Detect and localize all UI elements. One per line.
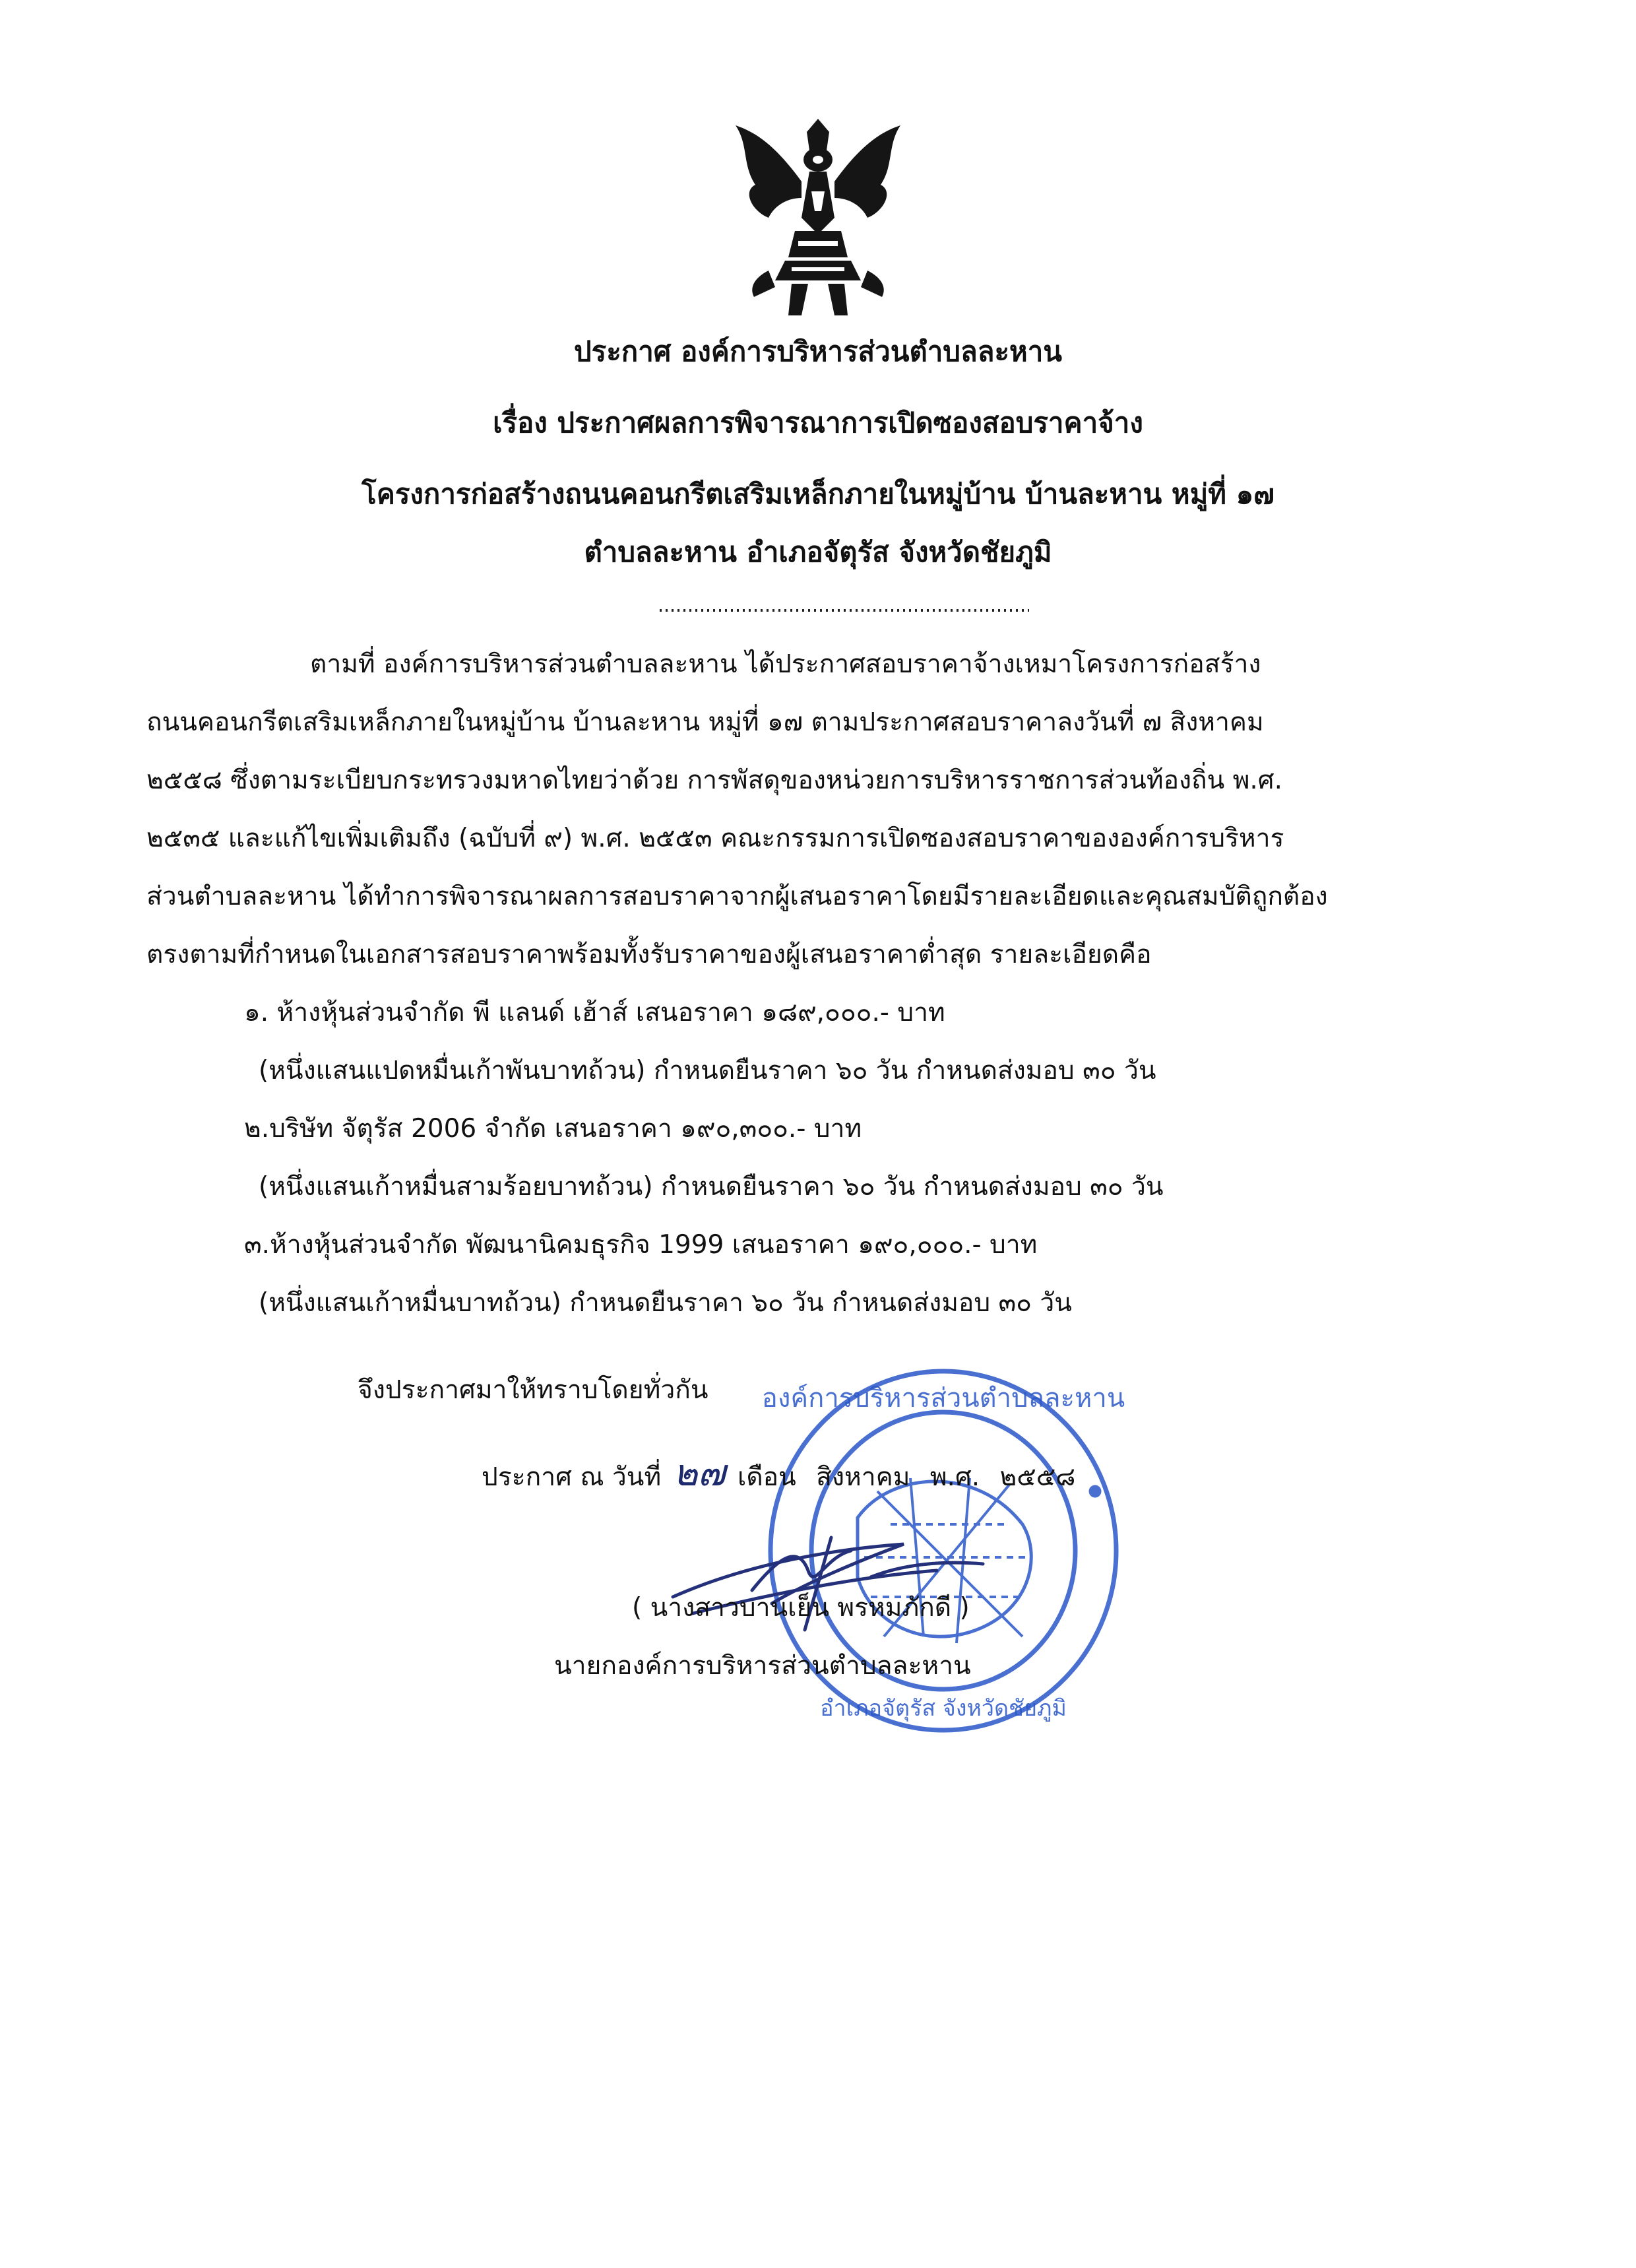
date-month: สิงหาคม bbox=[816, 1462, 910, 1492]
garuda-emblem-icon bbox=[729, 119, 907, 317]
bidder-1-detail: (หนึ่งแสนแปดหมื่นเก้าพันบาทถ้วน) กำหนดยืนราคา ๖๐ วัน กำหนดส่งมอบ ๓๐ วัน bbox=[259, 1056, 1156, 1085]
body-line-5: ส่วนตำบลละหาน ได้ทำการพิจารณาผลการสอบราคาจากผู้เสนอราคาโดยมีรายละเอียดและคุณสมบัติถูกต้อง bbox=[146, 882, 1328, 911]
body-line-6: ตรงตามที่กำหนดในเอกสารสอบราคาพร้อมทั้งรับราคาของผู้เสนอราคาต่ำสุด รายละเอียดคือ bbox=[146, 940, 1152, 969]
body-line-1: ตามที่ องค์การบริหารส่วนตำบลละหาน ได้ประกาศสอบราคาจ้างเหมาโครงการก่อสร้าง bbox=[310, 649, 1261, 679]
date-month-label: เดือน bbox=[738, 1462, 796, 1492]
date-day: ๒๗ bbox=[673, 1452, 726, 1495]
bidder-3-detail: (หนึ่งแสนเก้าหมื่นบาทถ้วน) กำหนดยืนราคา ๖๐ วัน กำหนดส่งมอบ ๓๐ วัน bbox=[259, 1288, 1072, 1318]
announcement-title: ประกาศ องค์การบริหารส่วนตำบลละหาน bbox=[574, 335, 1062, 368]
bidder-3: ๓.ห้างหุ้นส่วนจำกัด พัฒนานิคมธุรกิจ 1999 เสนอราคา ๑๙๐,๐๐๐.- บาท bbox=[244, 1230, 1038, 1260]
signer-name: ( นางสาวบานเย็น พรหมภักดี ) bbox=[632, 1593, 970, 1623]
project-location: ตำบลละหาน อำเภอจัตุรัส จังหวัดชัยภูมิ bbox=[584, 536, 1052, 568]
seal-ring-text: องค์การบริหารส่วนตำบลละหาน bbox=[761, 1383, 1125, 1413]
bidder-1: ๑. ห้างหุ้นส่วนจำกัด พี แลนด์ เฮ้าส์ เสนอราคา ๑๘๙,๐๐๐.- บาท bbox=[244, 998, 945, 1027]
bidder-2-detail: (หนึ่งแสนเก้าหมื่นสามร้อยบาทถ้วน) กำหนดยืนราคา ๖๐ วัน กำหนดส่งมอบ ๓๐ วัน bbox=[259, 1172, 1164, 1202]
signer-position: นายกองค์การบริหารส่วนตำบลละหาน bbox=[554, 1651, 971, 1681]
bidder-2: ๒.บริษัท จัตุรัส 2006 จำกัด เสนอราคา ๑๙๐,๓๐๐.- บาท bbox=[244, 1114, 862, 1144]
closing-statement: จึงประกาศมาให้ทราบโดยทั่วกัน bbox=[358, 1375, 708, 1405]
announcement-subject: เรื่อง ประกาศผลการพิจารณาการเปิดซองสอบราคาจ้าง bbox=[493, 406, 1143, 439]
project-name: โครงการก่อสร้างถนนคอนกรีตเสริมเหล็กภายในหมู่บ้าน บ้านละหาน หมู่ที่ ๑๗ bbox=[362, 478, 1274, 510]
date-prefix: ประกาศ ณ วันที่ bbox=[482, 1462, 662, 1492]
body-line-4: ๒๕๓๕ และแก้ไขเพิ่มเติมถึง (ฉบับที่ ๙) พ.ศ. ๒๕๕๓ คณะกรรมการเปิดซองสอบราคาขององค์การบริหาร bbox=[146, 824, 1284, 853]
dotted-separator bbox=[660, 607, 1029, 614]
date-year-label: พ.ศ. bbox=[929, 1462, 980, 1492]
date-line bbox=[482, 1443, 1075, 1502]
body-line-2: ถนนคอนกรีตเสริมเหล็กภายในหมู่บ้าน บ้านละหาน หมู่ที่ ๑๗ ตามประกาศสอบราคาลงวันที่ ๗ สิงหาคม bbox=[146, 707, 1264, 737]
date-year: ๒๕๕๘ bbox=[999, 1462, 1076, 1492]
body-line-3: ๒๕๕๘ ซึ่งตามระเบียบกระทรวงมหาดไทยว่าด้วย การพัสดุของหน่วยการบริหารราชการส่วนท้องถิ่น พ.ศ. bbox=[146, 765, 1282, 795]
seal-lower-text: อำเภอจัตุรัส จังหวัดชัยภูมิ bbox=[820, 1695, 1067, 1722]
